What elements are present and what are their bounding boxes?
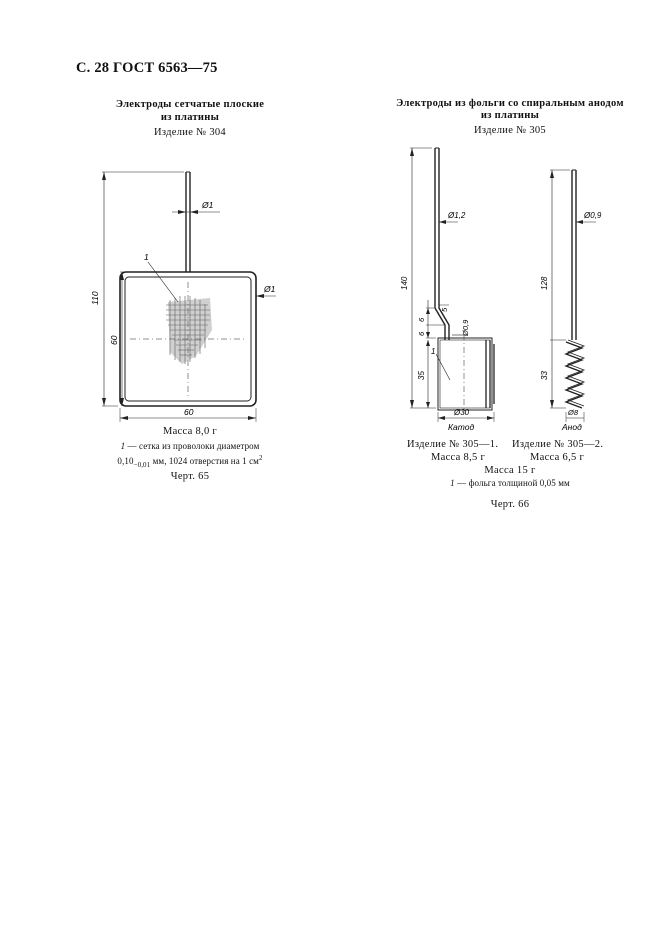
- sub2-item: Изделие № 305—2.: [512, 439, 604, 450]
- right-note: [400, 477, 620, 489]
- right-item-number: Изделие № 305: [474, 125, 546, 136]
- cathode-dim-a: 6: [417, 317, 426, 322]
- anode-total-height: 128: [540, 276, 549, 290]
- sub1-mass: Масса 8,5 г: [431, 452, 486, 463]
- anode-caption: Анод: [562, 422, 582, 432]
- left-title-line1: Электроды сетчатые плоские: [115, 99, 265, 110]
- cathode-dim-b: 6: [417, 331, 426, 336]
- cathode-inner-diameter: Ø0,9: [461, 319, 470, 336]
- right-title-line1: Электроды из фольги со спиральным анодом: [396, 98, 624, 109]
- left-frame-height-label: 60: [109, 335, 119, 345]
- left-note-text1: — сетка из проволоки диаметром: [125, 441, 260, 451]
- left-item-number: Изделие № 304: [154, 127, 226, 138]
- left-note-a: 0,10: [117, 456, 134, 466]
- cathode-total-height: 140: [400, 276, 409, 290]
- left-note-b: мм, 1024 отверстия на 1 см: [150, 456, 259, 466]
- left-callout-label: 1: [144, 252, 149, 262]
- cathode-cylinder-height: 35: [417, 371, 426, 380]
- cathode-dim-c: 5: [440, 307, 449, 312]
- left-mass: Масса 8,0 г: [162, 426, 218, 437]
- left-note-sub: −0,01: [133, 460, 151, 469]
- cathode-rod-diameter: Ø1,2: [448, 211, 466, 220]
- left-title-line2: из платины: [160, 112, 220, 123]
- cathode-caption: Катод: [448, 422, 475, 432]
- foil-spiral-electrode-drawing: [390, 140, 640, 435]
- left-frame-width-label: 60: [184, 407, 194, 417]
- left-note-line1: [70, 440, 310, 452]
- left-frame-diameter-label: Ø1: [264, 284, 276, 294]
- left-total-height-label: 110: [90, 291, 100, 305]
- sub2-mass: Масса 6,5 г: [530, 452, 585, 463]
- cathode-diameter: Ø30: [454, 408, 470, 417]
- sub1-item: Изделие № 305—1.: [407, 439, 499, 450]
- right-note-text: — фольга толщиной 0,05 мм: [454, 478, 570, 488]
- left-note-line2: [70, 452, 310, 471]
- flat-mesh-electrode-drawing: [80, 160, 300, 430]
- anode-spiral-height: 33: [540, 371, 549, 380]
- page-header: С. 28 ГОСТ 6563—75: [76, 60, 218, 76]
- right-figure-number: Черт. 66: [490, 499, 530, 510]
- anode-diameter: Ø8: [568, 408, 579, 417]
- left-note-num: 1: [120, 441, 126, 451]
- right-title-line2: из платины: [480, 110, 540, 121]
- total-mass: Масса 15 г: [484, 465, 536, 476]
- anode-rod-diameter: Ø0,9: [584, 211, 602, 220]
- right-note-num: 1: [450, 478, 455, 488]
- left-note-sup: 2: [258, 454, 263, 462]
- left-rod-diameter-label: Ø1: [202, 200, 214, 210]
- cathode-callout: 1: [431, 347, 436, 356]
- left-figure-number: Черт. 65: [170, 471, 210, 482]
